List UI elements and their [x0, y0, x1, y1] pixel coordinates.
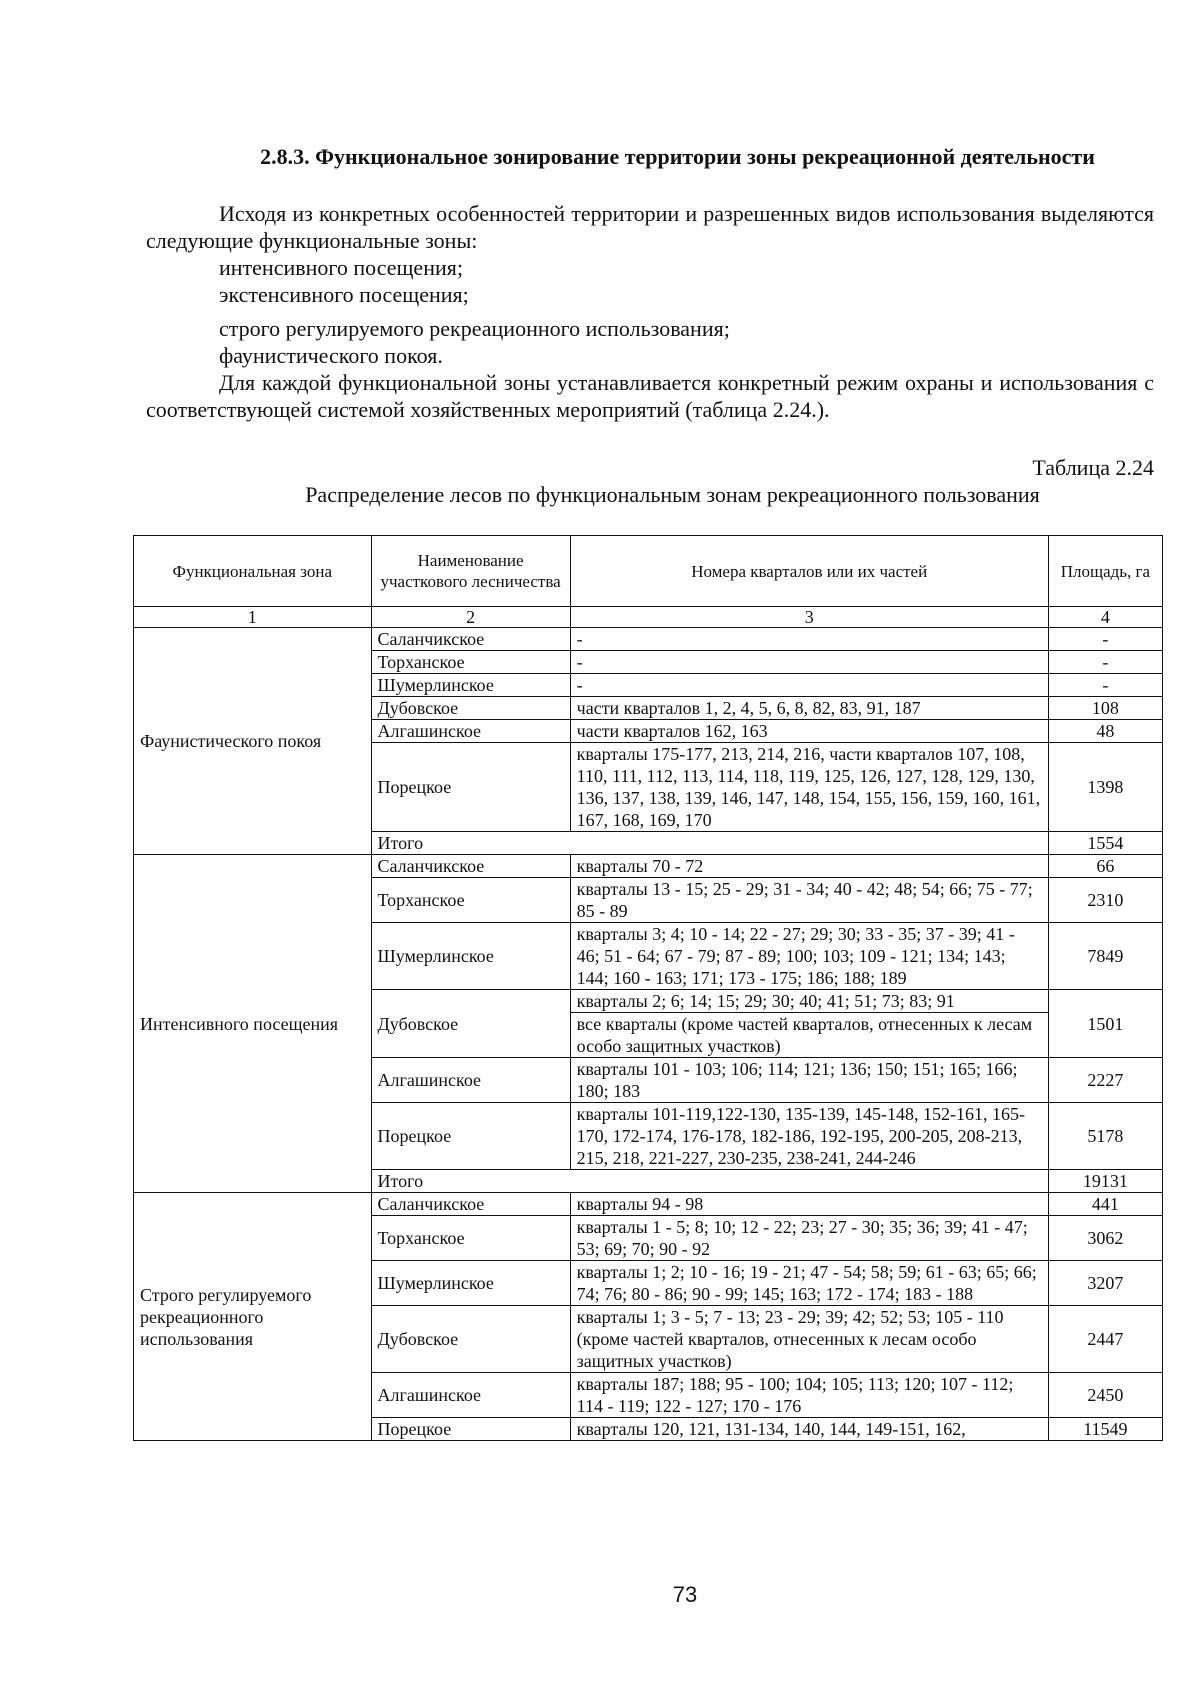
area-cell: 2450	[1048, 1373, 1162, 1418]
area-cell: -	[1048, 651, 1162, 674]
header-cell: Наименование участкового лесничества	[371, 536, 570, 607]
blocks-cell: кварталы 13 - 15; 25 - 29; 31 - 34; 40 - 42; 48; 54; 66; 75 - 77; 85 - 89	[570, 878, 1048, 923]
forestry-cell: Порецкое	[371, 1418, 570, 1441]
area-cell: 66	[1048, 855, 1162, 878]
forestry-cell: Торханское	[371, 1216, 570, 1261]
forestry-cell: Торханское	[371, 651, 570, 674]
table-row	[134, 855, 1163, 878]
area-cell: 441	[1048, 1193, 1162, 1216]
total-area: 19131	[1048, 1170, 1162, 1193]
blocks-cell: -	[570, 651, 1048, 674]
blocks-cell: кварталы 1; 2; 10 - 16; 19 - 21; 47 - 54; 58; 59; 61 - 63; 65; 66; 74; 76; 80 - 86; 90 - 99; 145; 163; 172 - 174; 183 - 188	[570, 1261, 1048, 1306]
blocks-cell: кварталы 101 - 103; 106; 114; 121; 136; 150; 151; 165; 166; 180; 183	[570, 1058, 1048, 1103]
blocks-cell: кварталы 175-177, 213, 214, 216, части кварталов 107, 108, 110, 111, 112, 113, 114, 118, 119, 125, 126, 127, 128, 129, 130, 136, 137, 138, 139, 146, 147, 148, 154, 155, 156, 159, 160, 161, 167, 168, 169, 170	[570, 743, 1048, 832]
zone-cell: Фаунистического покоя	[134, 628, 372, 855]
blocks-cell: кварталы 120, 121, 131-134, 140, 144, 149-151, 162,	[570, 1418, 1048, 1441]
second-paragraph: Для каждой функциональной зоны устанавливается конкретный режим охраны и использования с соответствующей системой хозяйственных мероприятий (таблица 2.24.).	[146, 370, 1154, 422]
index-cell: 2	[371, 607, 570, 628]
forestry-cell: Саланчикское	[371, 1193, 570, 1216]
total-label: Итого	[371, 1170, 1048, 1193]
area-cell: 1398	[1048, 743, 1162, 832]
area-cell: 2227	[1048, 1058, 1162, 1103]
header-cell: Площадь, га	[1048, 536, 1162, 607]
area-cell: -	[1048, 674, 1162, 697]
area-cell: 1501	[1048, 990, 1162, 1058]
forestry-cell: Саланчикское	[371, 855, 570, 878]
blocks-cell: части кварталов 162, 163	[570, 720, 1048, 743]
blocks-cell: кварталы 1 - 5; 8; 10; 12 - 22; 23; 27 - 30; 35; 36; 39; 41 - 47; 53; 69; 70; 90 - 92	[570, 1216, 1048, 1261]
forestry-cell: Порецкое	[371, 1103, 570, 1170]
blocks-cell: кварталы 1; 3 - 5; 7 - 13; 23 - 29; 39; 42; 52; 53; 105 - 110 (кроме частей кварталов, отнесенных к лесам особо защитных участков)	[570, 1306, 1048, 1373]
area-cell: 11549	[1048, 1418, 1162, 1441]
blocks-cell: кварталы 2; 6; 14; 15; 29; 30; 40; 41; 51; 73; 83; 91	[570, 990, 1048, 1013]
blocks-cell: кварталы 70 - 72	[570, 855, 1048, 878]
forestry-cell: Дубовское	[371, 697, 570, 720]
section-heading: 2.8.3. Функциональное зонирование территории зоны рекреационной деятельности	[260, 144, 1095, 169]
table-caption: Таблица 2.24	[1032, 455, 1154, 480]
forestry-cell: Дубовское	[371, 990, 570, 1058]
area-cell: 5178	[1048, 1103, 1162, 1170]
total-label: Итого	[371, 832, 1048, 855]
forestry-cell: Шумерлинское	[371, 1261, 570, 1306]
zone-list-item: строго регулируемого рекреационного использования;	[219, 316, 730, 341]
index-cell: 3	[570, 607, 1048, 628]
area-cell: -	[1048, 628, 1162, 651]
blocks-cell: части кварталов 1, 2, 4, 5, 6, 8, 82, 83, 91, 187	[570, 697, 1048, 720]
blocks-cell: кварталы 101-119,122-130, 135-139, 145-148, 152-161, 165-170, 172-174, 176-178, 182-186, 192-195, 200-205, 208-213, 215, 218, 221-227, 230-235, 238-241, 244-246	[570, 1103, 1048, 1170]
forestry-cell: Торханское	[371, 878, 570, 923]
zone-list-item: интенсивного посещения;	[219, 255, 463, 280]
forestry-cell: Саланчикское	[371, 628, 570, 651]
zone-list-item: фаунистического покоя.	[219, 343, 443, 368]
forestry-cell: Порецкое	[371, 743, 570, 832]
blocks-cell: все кварталы (кроме частей кварталов, отнесенных к лесам особо защитных участков)	[570, 1013, 1048, 1058]
zone-cell: Интенсивного посещения	[134, 855, 372, 1193]
area-cell: 108	[1048, 697, 1162, 720]
table-row	[134, 1193, 1163, 1216]
zone-cell: Строго регулируемого рекреационного использования	[134, 1193, 372, 1441]
area-cell: 48	[1048, 720, 1162, 743]
index-cell: 4	[1048, 607, 1162, 628]
forestry-cell: Шумерлинское	[371, 674, 570, 697]
forestry-cell: Шумерлинское	[371, 923, 570, 990]
index-cell: 1	[134, 607, 372, 628]
total-area: 1554	[1048, 832, 1162, 855]
area-cell: 2447	[1048, 1306, 1162, 1373]
blocks-cell: кварталы 3; 4; 10 - 14; 22 - 27; 29; 30; 33 - 35; 37 - 39; 41 - 46; 51 - 64; 67 - 79; 87 - 89; 100; 103; 109 - 121; 134; 143; 144; 160 - 163; 171; 173 - 175; 186; 188; 189	[570, 923, 1048, 990]
header-cell: Функциональная зона	[134, 536, 372, 607]
area-cell: 2310	[1048, 878, 1162, 923]
forestry-cell: Алгашинское	[371, 1373, 570, 1418]
table-title: Распределение лесов по функциональным зонам рекреационного пользования	[305, 482, 1040, 507]
forestry-cell: Алгашинское	[371, 720, 570, 743]
blocks-cell: кварталы 94 - 98	[570, 1193, 1048, 1216]
page-number: 73	[672, 1582, 698, 1607]
blocks-cell: -	[570, 628, 1048, 651]
intro-paragraph: Исходя из конкретных особенностей территории и разрешенных видов использования выделяются следующие функциональные зоны:	[146, 201, 1154, 253]
blocks-cell: кварталы 187; 188; 95 - 100; 104; 105; 113; 120; 107 - 112; 114 - 119; 122 - 127; 170 - 176	[570, 1373, 1048, 1418]
area-cell: 3207	[1048, 1261, 1162, 1306]
blocks-cell: -	[570, 674, 1048, 697]
forestry-cell: Дубовское	[371, 1306, 570, 1373]
header-cell: Номера кварталов или их частей	[570, 536, 1048, 607]
table-row	[134, 628, 1163, 651]
area-cell: 7849	[1048, 923, 1162, 990]
forest-zones-table	[133, 535, 1163, 1441]
area-cell: 3062	[1048, 1216, 1162, 1261]
zone-list-item: экстенсивного посещения;	[219, 282, 469, 307]
forestry-cell: Алгашинское	[371, 1058, 570, 1103]
